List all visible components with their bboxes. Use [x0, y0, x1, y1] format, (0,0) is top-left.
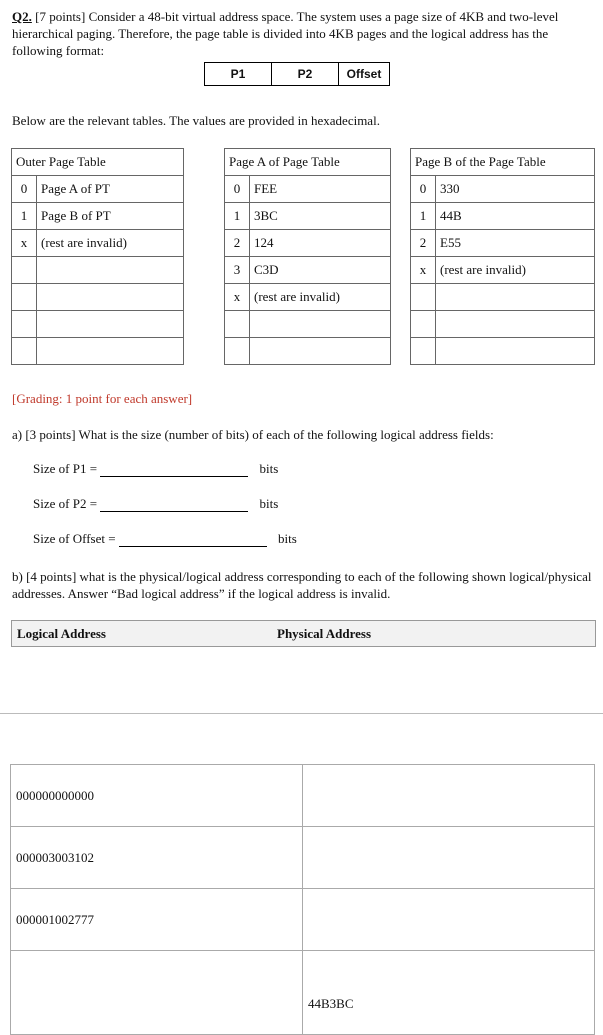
question-text: [7 points] Consider a 48-bit virtual address space. The system uses a page size of 4KB and two-level hierarchical paging. Therefore, the page table is divided into 4KB pages and the logical address has the following format:: [12, 9, 559, 58]
table-row: [225, 203, 391, 230]
p1-size-row: [33, 461, 278, 477]
table-row: [411, 257, 595, 284]
entry-index: x: [411, 257, 436, 284]
logical-address-cell[interactable]: 000001002777: [11, 889, 303, 951]
physical-address-cell[interactable]: [303, 827, 595, 889]
physical-address-header: Physical Address: [277, 625, 372, 641]
entry-value: Page B of PT: [37, 203, 184, 230]
table-row: [225, 284, 391, 311]
p2-size-label: Size of P2 =: [33, 496, 98, 511]
table-row: [12, 230, 184, 257]
p1-size-blank[interactable]: [100, 462, 248, 477]
physical-address-cell[interactable]: [303, 889, 595, 951]
p1-size-label: Size of P1 =: [33, 461, 98, 476]
entry-index: [12, 338, 37, 365]
entry-index: [411, 284, 436, 311]
entry-value: 330: [436, 176, 595, 203]
entry-index: x: [12, 230, 37, 257]
entry-value: Page A of PT: [37, 176, 184, 203]
entry-index: 0: [12, 176, 37, 203]
table-row: [225, 176, 391, 203]
table-row: [12, 311, 184, 338]
offset-bits-unit: bits: [278, 531, 297, 546]
table-row: [411, 176, 595, 203]
table-title: Page B of the Page Table: [411, 149, 595, 176]
entry-index: 0: [411, 176, 436, 203]
entry-value: (rest are invalid): [436, 257, 595, 284]
table-row: [411, 284, 595, 311]
page-a-table: [224, 148, 391, 365]
entry-value: C3D: [250, 257, 391, 284]
entry-index: [12, 257, 37, 284]
entry-value: [37, 338, 184, 365]
physical-address-cell[interactable]: [303, 765, 595, 827]
logical-address-cell[interactable]: [11, 951, 303, 1035]
entry-value: (rest are invalid): [37, 230, 184, 257]
table-title: Outer Page Table: [12, 149, 184, 176]
entry-index: 1: [411, 203, 436, 230]
format-offset: Offset: [346, 67, 382, 81]
page-break-line: [0, 713, 603, 714]
table-row: [411, 203, 595, 230]
entry-value: [250, 338, 391, 365]
p1-bits-unit: bits: [259, 461, 279, 476]
page-b-table: [410, 148, 595, 365]
entry-value: [37, 257, 184, 284]
entry-index: [12, 284, 37, 311]
entry-index: 1: [12, 203, 37, 230]
entry-value: 44B: [436, 203, 595, 230]
table-row: [11, 765, 595, 827]
entry-value: (rest are invalid): [250, 284, 391, 311]
outer-page-table: [11, 148, 184, 365]
entry-index: 1: [225, 203, 250, 230]
entry-value: E55: [436, 230, 595, 257]
tables-intro: Below are the relevant tables. The values are provided in hexadecimal.: [12, 113, 380, 128]
entry-value: [37, 284, 184, 311]
entry-index: [225, 338, 250, 365]
part-a-question: a) [3 points] What is the size (number of bits) of each of the following logical address fields:: [12, 427, 494, 442]
entry-index: 2: [225, 230, 250, 257]
entry-value: [250, 311, 391, 338]
physical-address-cell[interactable]: 44B3BC: [303, 951, 595, 1035]
table-row: [225, 257, 391, 284]
address-format: [204, 62, 390, 86]
logical-address-header: Logical Address: [17, 625, 106, 641]
table-row: [11, 889, 595, 951]
address-table-header: [11, 620, 596, 647]
table-row: [11, 951, 595, 1035]
entry-index: [411, 311, 436, 338]
answer-table: [10, 764, 595, 1035]
format-p1: P1: [205, 63, 272, 85]
entry-value: [436, 311, 595, 338]
entry-index: [411, 338, 436, 365]
format-p2: P2: [272, 63, 339, 85]
table-row: [411, 230, 595, 257]
offset-size-blank[interactable]: [119, 532, 267, 547]
table-row: [12, 257, 184, 284]
table-title: Page A of Page Table: [225, 149, 391, 176]
entry-index: [225, 311, 250, 338]
question-label: Q2.: [12, 9, 32, 24]
entry-value: [37, 311, 184, 338]
entry-value: 3BC: [250, 203, 391, 230]
table-row: [12, 284, 184, 311]
table-row: [225, 230, 391, 257]
entry-value: 124: [250, 230, 391, 257]
p2-bits-unit: bits: [259, 496, 279, 511]
entry-value: [436, 338, 595, 365]
table-row: [411, 338, 595, 365]
entry-index: x: [225, 284, 250, 311]
question-intro: [12, 8, 594, 59]
table-row: [12, 338, 184, 365]
table-row: [225, 311, 391, 338]
table-row: [225, 338, 391, 365]
entry-index: 2: [411, 230, 436, 257]
p2-size-row: [33, 496, 278, 512]
entry-value: [436, 284, 595, 311]
offset-size-row: [33, 531, 297, 547]
grading-note: [Grading: 1 point for each answer]: [12, 391, 193, 406]
entry-index: 0: [225, 176, 250, 203]
entry-value: FEE: [250, 176, 391, 203]
logical-address-cell[interactable]: 000000000000: [11, 765, 303, 827]
table-row: [11, 827, 595, 889]
entry-index: 3: [225, 257, 250, 284]
part-b-question: b) [4 points] what is the physical/logical address corresponding to each of the following shown logical/physical addresses. Answer “Bad logical address” if the logical address is invalid.: [12, 569, 592, 601]
logical-address-cell[interactable]: 000003003102: [11, 827, 303, 889]
offset-size-label: Size of Offset =: [33, 531, 116, 546]
p2-size-blank[interactable]: [100, 497, 248, 512]
table-row: [411, 311, 595, 338]
table-row: [12, 176, 184, 203]
entry-index: [12, 311, 37, 338]
table-row: [12, 203, 184, 230]
